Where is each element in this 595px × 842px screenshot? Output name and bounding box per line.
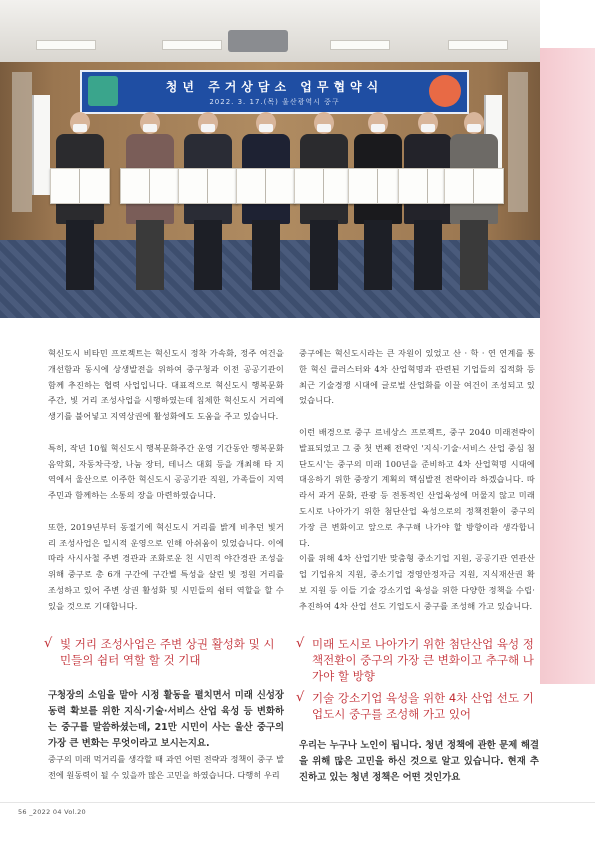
face-mask bbox=[201, 124, 215, 132]
banner-subtitle: 2022. 3. 17.(목) 울산광역시 중구 bbox=[209, 98, 340, 106]
body-paragraph: 특히, 작년 10월 혁신도시 행복문화주간 운영 기간동안 행복문화 음악회, 자동차극장, 나눔 장터, 테니스 대회 등을 개최해 타 지역에서 울산으로 이주한 혁신도시 공공기관 직원, 가족들이 지역주민과 함께하는 소통의 장을 마련하였습니다. bbox=[48, 442, 284, 501]
event-banner bbox=[80, 70, 469, 114]
wall-panel bbox=[508, 72, 528, 212]
side-tab-top bbox=[540, 0, 595, 48]
body-paragraph: 이런 배경으로 중구 르네상스 프로젝트, 중구 2040 미래전략이 발표되었고 그 중 첫 번째 전략인 '지식·기술·서비스 산업 중심 첨단도시'는 중구의 미래 100년을 준비하고 4차 산업혁명 시대에 대응하기 위한 중장기 계획의 핵심발전 전략이라 하겠습니다. 따라서 과거 문화, 관광 등 전통적인 산업육성에 머물지 않고 미래 도시로 나아가기 위한 첨단산업 육성으로의 정책전환이 중구의 가장 큰 변화이고 앞으로 추구해 나가야 할 방향이라 생각합니다. bbox=[299, 426, 536, 548]
person-legs bbox=[136, 220, 164, 290]
right-column bbox=[299, 346, 535, 630]
person-legs bbox=[252, 220, 280, 290]
face-mask bbox=[143, 124, 157, 132]
ceiling-light bbox=[330, 40, 390, 50]
face-mask bbox=[371, 124, 385, 132]
highlight-quote bbox=[44, 636, 284, 668]
highlight-text: 빛 거리 조성사업은 주변 상권 활성화 및 시민들의 쉼터 역할 할 것 기대 bbox=[60, 637, 275, 667]
certificate bbox=[50, 168, 110, 204]
projector bbox=[228, 30, 288, 52]
face-mask bbox=[259, 124, 273, 132]
highlight-text: 미래 도시로 나아가기 위한 첨단산업 육성 정책전환이 중구의 가장 큰 변화이고 추구해 나가야 할 방향 bbox=[312, 637, 534, 683]
person-legs bbox=[66, 220, 94, 290]
body-paragraph: 중구에는 혁신도시라는 큰 자원이 있었고 산 · 학 · 연 연계를 통한 혁신 클러스터와 4차 산업혁명과 관련된 기업들의 집적화 등 최근 기술경쟁 시대에 글로벌 산업화를 이끌 여건이 조성되고 있었습니다. bbox=[299, 348, 535, 406]
highlight-quote bbox=[296, 636, 540, 684]
body-paragraph: 또한, 2019년부터 동절기에 혁신도시 거리를 밝게 비추던 빛거리 조성사업은 일시적 운영으로 인해 아쉬움이 있었습니다. 이에 따라 사시사철 주변 경관과 조화로운 친 시민적 야간경관 조성을 위해 중구로 총 6개 구간에 구간별 특성을 살린 빛 정원 거리를 조성하고 있어 주변 상권 활성화 및 시민들의 쉼터 역할을 할 수 있을 것으로 기대합니다. bbox=[48, 521, 284, 611]
flag-left bbox=[32, 95, 50, 195]
wall-panel bbox=[12, 72, 32, 212]
body-paragraph: 혁신도시 비타민 프로젝트는 혁신도시 정착 가속화, 정주 여건을 개선함과 동시에 상생발전을 위하여 중구청과 이전 공공기관이 함께 추진하는 협력 사업입니다. 대표적으로 혁신도시 행복문화주간, 빛 거리 조성사업을 시행하였는데 침체한 혁신도시 거리에 생기를 불어넣고 지역상권에 활성화에도 도움을 주고 있습니다. bbox=[48, 348, 284, 422]
highlight-text: 기술 강소기업 육성을 위한 4차 산업 선도 기업도시 중구를 조성해 가고 있어 bbox=[312, 691, 534, 721]
certificate bbox=[444, 168, 504, 204]
footer-rule bbox=[0, 802, 595, 803]
ceiling-light bbox=[36, 40, 96, 50]
face-mask bbox=[421, 124, 435, 132]
check-icon: √ bbox=[296, 690, 305, 705]
face-mask bbox=[317, 124, 331, 132]
banner-title: 청년 주거상담소 업무협약식 bbox=[165, 80, 384, 94]
person-legs bbox=[460, 220, 488, 290]
person-legs bbox=[414, 220, 442, 290]
interview-answer: 중구의 미래 먹거리를 생각할 때 과연 어떤 전략과 정책이 중구 발전에 원동력이 될 수 있을까 많은 고민을 하였습니다. 다행히 우리 bbox=[48, 754, 284, 780]
certificate bbox=[236, 168, 296, 204]
ceiling-light bbox=[448, 40, 508, 50]
check-icon: √ bbox=[44, 636, 53, 651]
ceiling-light bbox=[162, 40, 222, 50]
highlight-quote bbox=[296, 690, 540, 722]
face-mask bbox=[467, 124, 481, 132]
ceiling bbox=[0, 0, 540, 62]
body-paragraph: 이를 위해 4차 산업기반 맞춤형 중소기업 지원, 공공기관 연관산업 기업유치 지원, 중소기업 경영안정자금 지원, 지식재산권 확보 지원 등 이들 기술 강소기업 육성을 위한 다양한 정책을 수립·추진하여 4차 산업 선도 기업도시 중구를 조성해 가고 있습니다. bbox=[299, 553, 535, 611]
interview-question: 구청장의 소임을 맡아 시정 활동을 펼치면서 미래 신성장 동력 확보를 위한 지식·기술·서비스 산업 육성 등 변화하는 중구를 말씀하셨는데, 21만 시민이 사는 울산 중구의 가장 큰 변화는 무엇이라고 보시는지요. bbox=[48, 690, 284, 749]
certificate bbox=[294, 168, 354, 204]
certificate bbox=[120, 168, 180, 204]
person-legs bbox=[194, 220, 222, 290]
page-folio: 56 _2022 04 Vol.20 bbox=[18, 808, 86, 816]
side-tab bbox=[540, 48, 595, 684]
left-column bbox=[48, 346, 284, 630]
person-legs bbox=[310, 220, 338, 290]
check-icon: √ bbox=[296, 636, 305, 651]
certificate bbox=[178, 168, 238, 204]
interview-question: 우리는 누구나 노인이 됩니다. 청년 정책에 관한 문제 해결을 위해 많은 고민을 하신 것으로 알고 있습니다. 현재 추진하고 있는 청년 정책은 어떤 것인가요 bbox=[299, 740, 539, 783]
person-legs bbox=[364, 220, 392, 290]
face-mask bbox=[73, 124, 87, 132]
banner-mascot bbox=[429, 75, 461, 107]
event-photo bbox=[0, 0, 540, 318]
